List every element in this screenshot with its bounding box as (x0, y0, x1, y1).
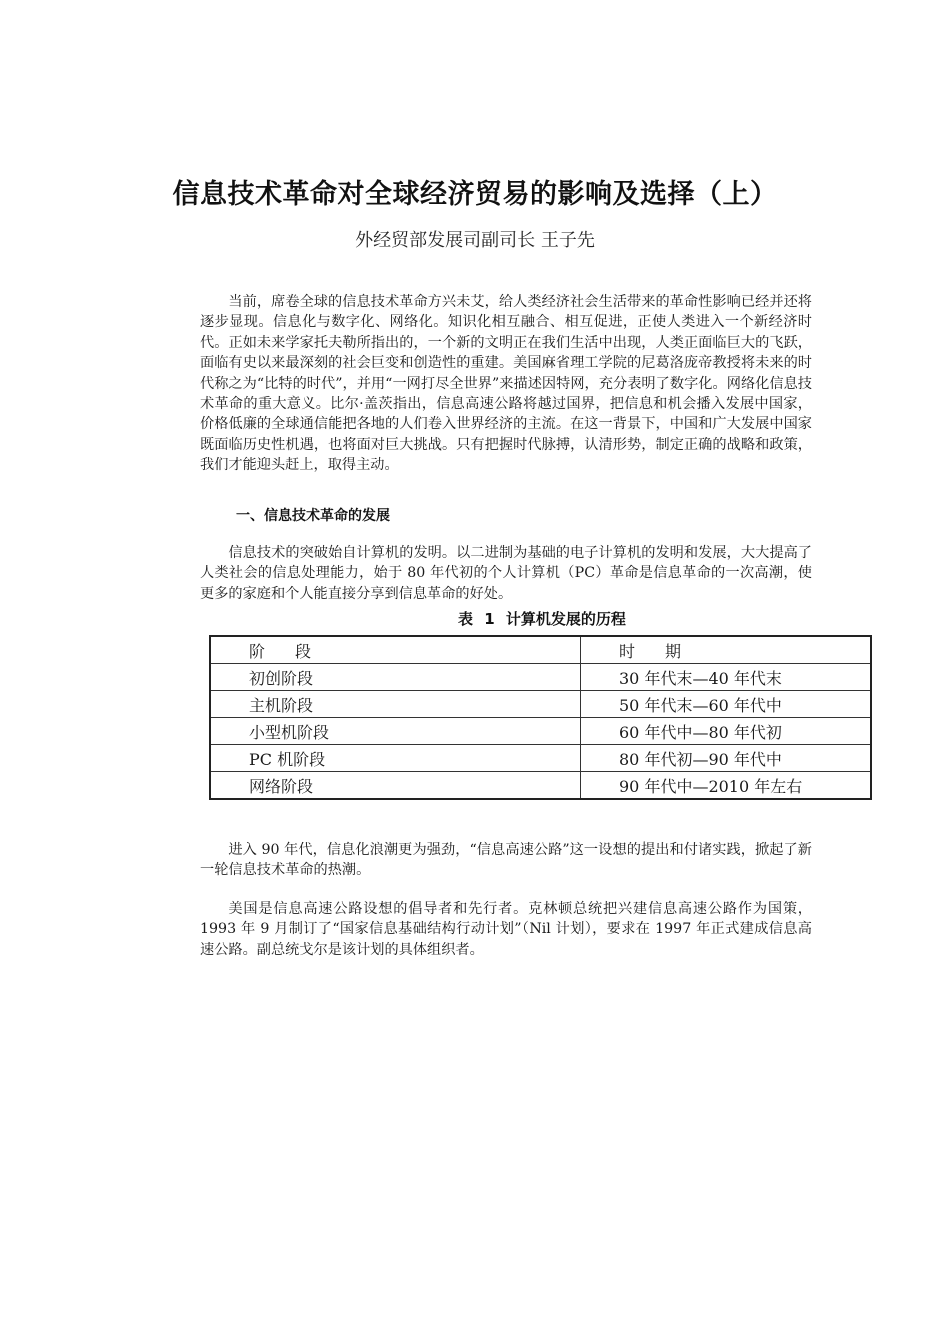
intro-paragraph: 当前，席卷全球的信息技术革命方兴未艾，给人类经济社会生活带来的革命性影响已经并还将逐步显现。信息化与数字化、网络化。知识化相互融合、相互促进，正使人类进入一个新经济时代。正如未来学家托夫勒所指出的，一个新的文明正在我们生活中出现，人类正面临巨大的飞跃，面临有史以来最深刻的社会巨变和创造性的重建。美国麻省理工学院的尼葛洛庞帝教授将未来的时代称之为“比特的时代”，并用“一网打尽全世界”来描述因特网，充分表明了数字化。网络化信息技术革命的重大意义。比尔·盖茨指出，信息高速公路将越过国界，把信息和机会播入发展中国家，价格低廉的全球通信能把各地的人们卷入世界经济的主流。在这一背景下，中国和广大发展中国家既面临历史性机遇，也将面对巨大挑战。只有把握时代脉搏，认清形势，制定正确的战略和政策，我们才能迎头赶上，取得主动。 (200, 294, 812, 474)
table-cell: 初创阶段 (210, 664, 581, 691)
table-cell: 50 年代末—60 年代中 (581, 691, 872, 718)
section-heading: 一、信息技术革命的发展 (236, 508, 390, 524)
document-title: 信息技术革命对全球经济贸易的影响及选择（上） (172, 179, 778, 210)
table-cell: 90 年代中—2010 年左右 (581, 772, 872, 800)
table-row (210, 772, 871, 800)
table-header-row (210, 636, 871, 664)
body-paragraph: 进入 90 年代，信息化浪潮更为强劲，“信息高速公路”这一设想的提出和付诸实践，掀起了新一轮信息技术革命的热潮。 (200, 842, 812, 879)
author-line: 外经贸部发展司副司长 王子先 (355, 230, 595, 251)
table-header-cell: 阶段 (210, 636, 581, 664)
table-cell: 80 年代初—90 年代中 (581, 745, 872, 772)
table-caption: 表 1 计算机发展的历程 (458, 610, 626, 628)
table-cell: 网络阶段 (210, 772, 581, 800)
table-row (210, 745, 871, 772)
table-cell: 主机阶段 (210, 691, 581, 718)
table-cell: PC 机阶段 (210, 745, 581, 772)
body-paragraph: 美国是信息高速公路设想的倡导者和先行者。克林顿总统把兴建信息高速公路作为国策，1993 年 9 月制订了“国家信息基础结构行动计划”（Nil 计划），要求在 1997 年正式建成信息高速公路。副总统戈尔是该计划的具体组织者。 (200, 901, 812, 958)
section-paragraph: 信息技术的突破始自计算机的发明。以二进制为基础的电子计算机的发明和发展，大大提高了人类社会的信息处理能力，始于 80 年代初的个人计算机（PC）革命是信息革命的一次高潮，使更多的家庭和个人能直接分享到信息革命的好处。 (200, 545, 812, 602)
computer-development-table (209, 635, 872, 800)
table-cell: 60 年代中—80 年代初 (581, 718, 872, 745)
table-row (210, 718, 871, 745)
table-row (210, 664, 871, 691)
table-cell: 小型机阶段 (210, 718, 581, 745)
table-cell: 30 年代末—40 年代末 (581, 664, 872, 691)
table-header-cell: 时期 (581, 636, 872, 664)
table-row (210, 691, 871, 718)
